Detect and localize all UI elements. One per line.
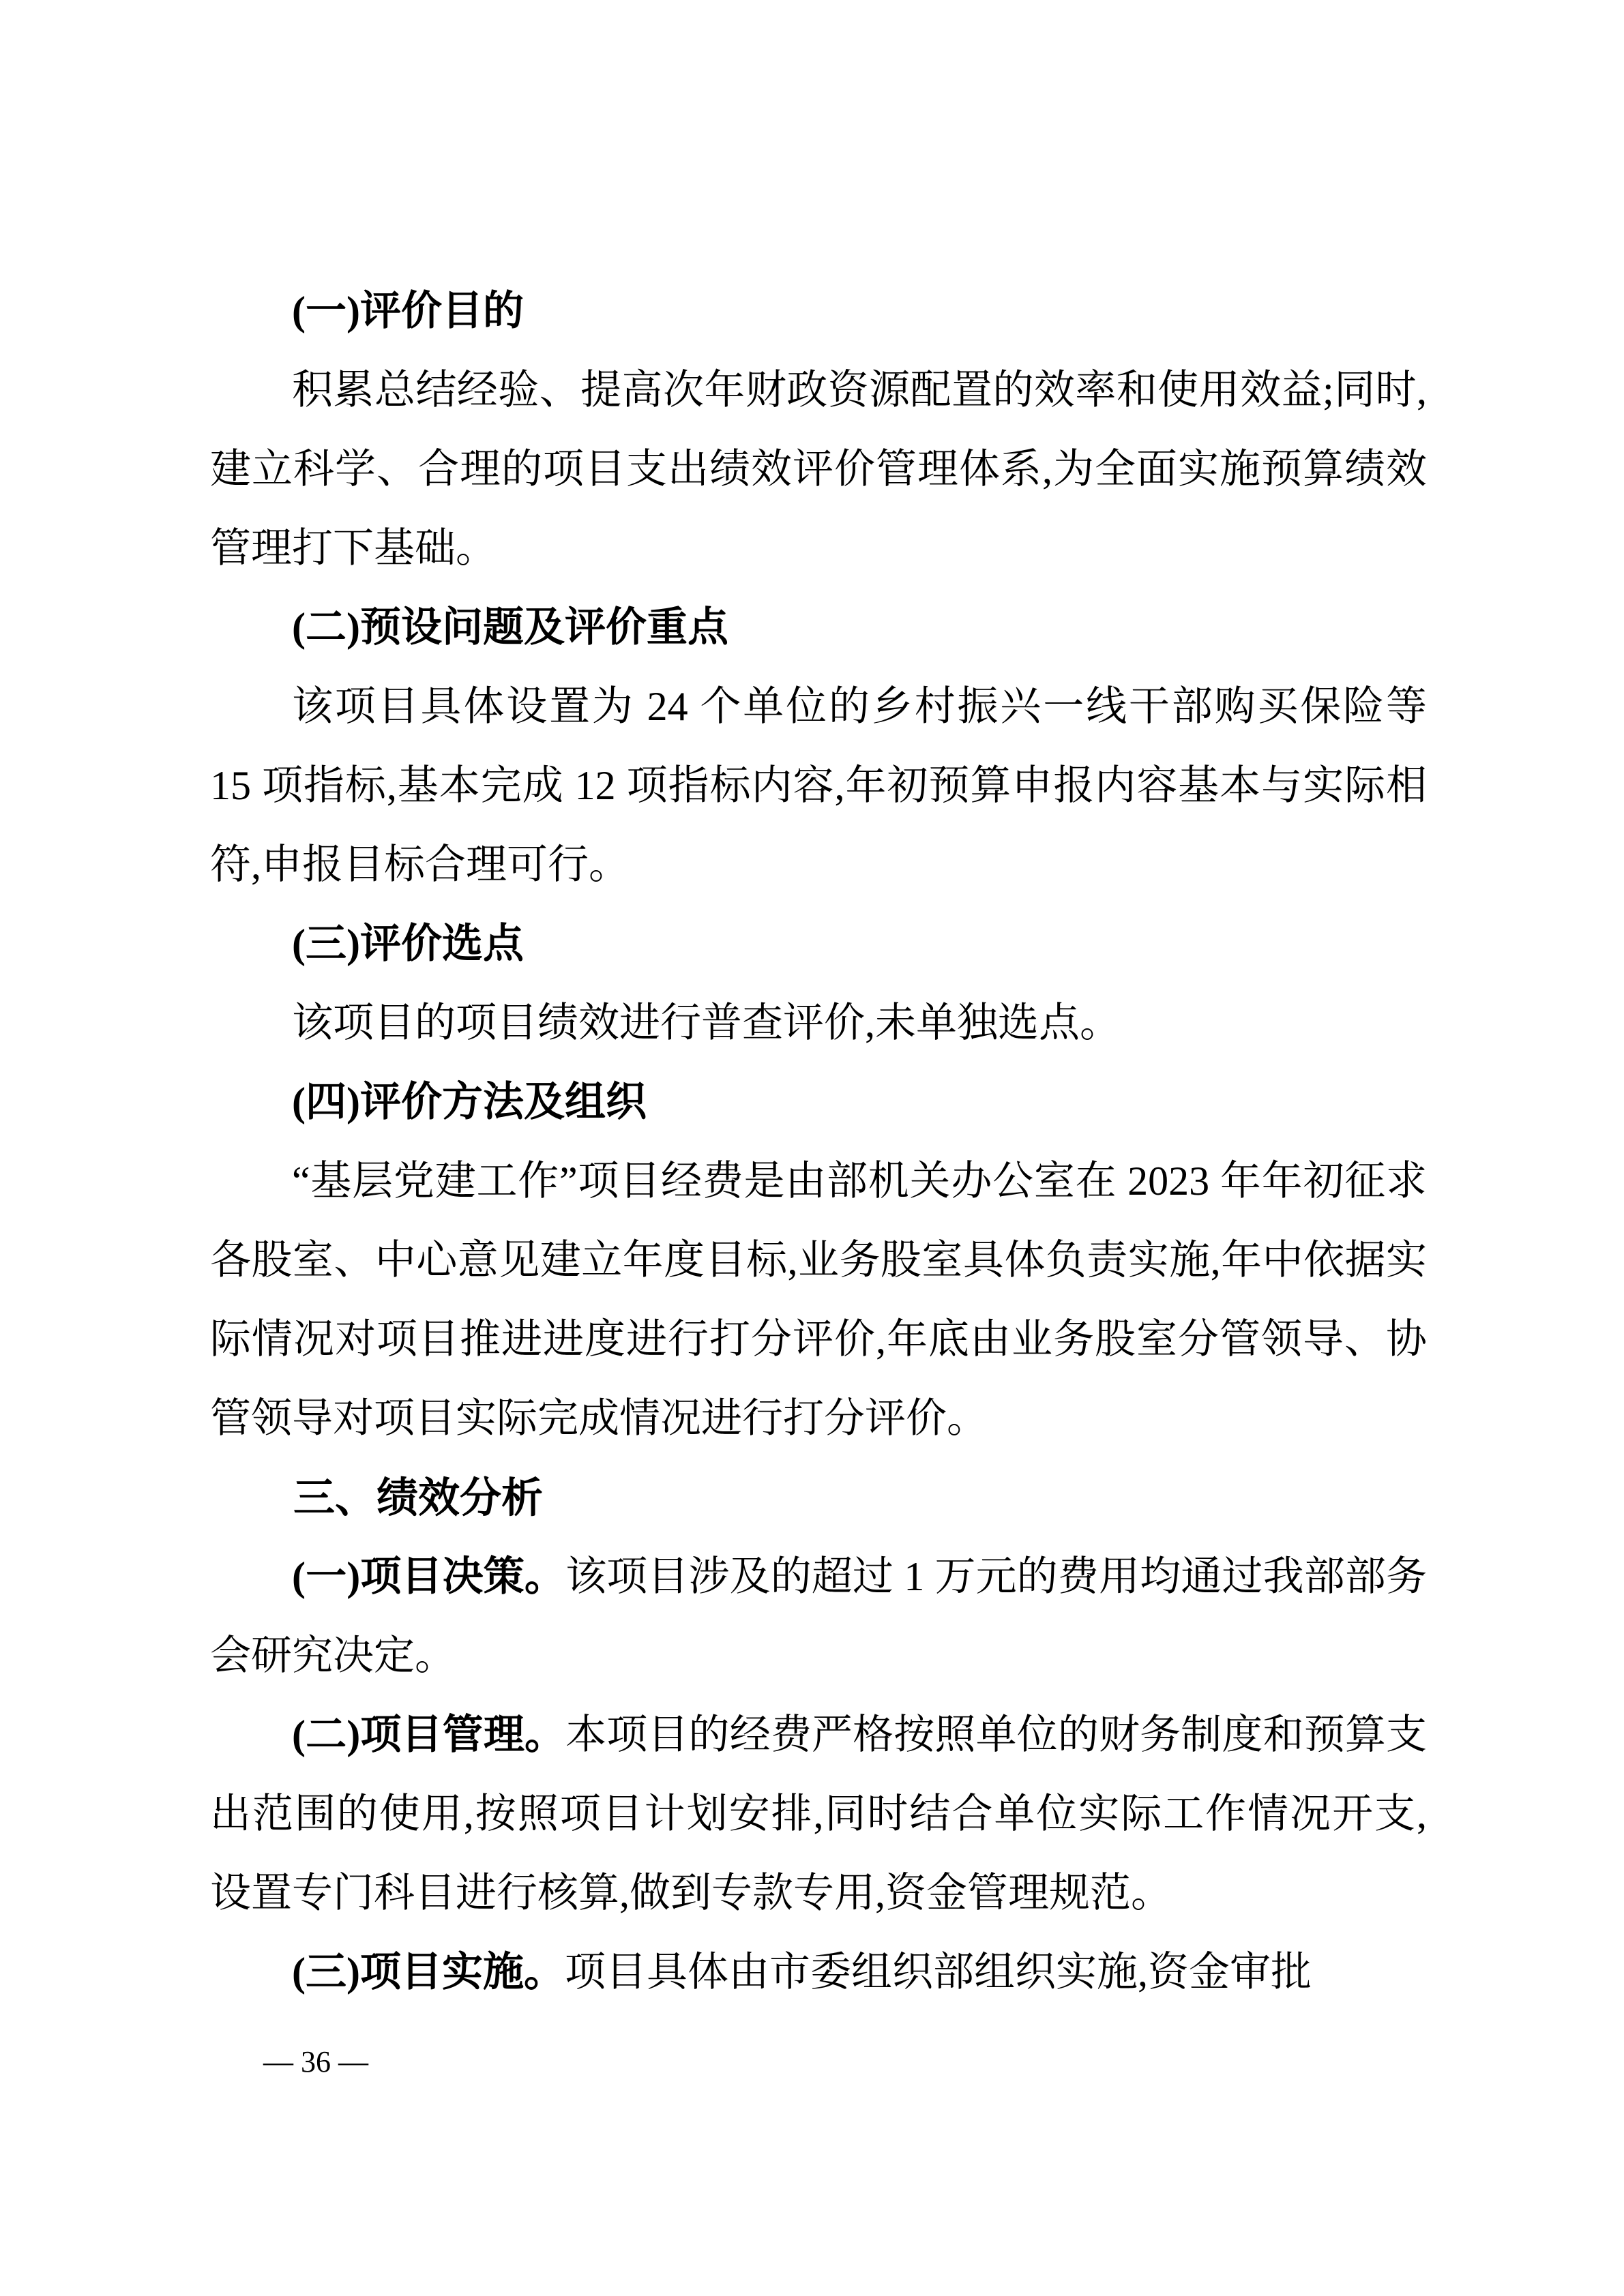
paragraph [210, 1537, 1427, 1695]
paragraph: “基层党建工作”项目经费是由部机关办公室在 2023 年年初征求各股室、中心意见建立年度目标,业务股室具体负责实施,年中依据实际情况对项目推进进度进行打分评价,年底由业务股室分管领导、协管领导对项目实际完成情况进行打分评价。 [210, 1159, 1427, 1441]
paragraph-text: 项目具体由市委组织部组织实施,资金审批 [564, 1950, 1312, 1995]
paragraph-text: 本项目的经费严格按照单位的财务制度和预算支出范围的使用,按照项目计划安排,同时结合单位实际工作情况开支,设置专门科目进行核算,做到专款专用,资金管理规范。 [210, 1712, 1428, 1915]
paragraph-lead-project-decision: (一)项目决策。 [292, 1554, 566, 1599]
sub-heading-evaluation-purpose: (一)评价目的 [292, 288, 524, 333]
paragraph-lead-project-implementation: (三)项目实施。 [292, 1950, 565, 1995]
paragraph: 该项目的项目绩效进行普查评价,未单独选点。 [292, 1000, 1121, 1045]
page-number: — 36 — [263, 2045, 368, 2078]
paragraph [210, 1933, 1427, 2012]
section-heading-performance-analysis: 三、绩效分析 [293, 1474, 544, 1521]
sub-heading-evaluation-site: (三)评价选点 [292, 921, 524, 966]
document-content [210, 271, 1427, 2012]
paragraph-lead-project-management: (二)项目管理。 [292, 1712, 566, 1757]
paragraph: 积累总结经验、提高次年财政资源配置的效率和使用效益;同时,建立科学、合理的项目支出绩效评价管理体系,为全面实施预算绩效管理打下基础。 [210, 368, 1427, 571]
paragraph-text: 该项目涉及的超过 1 万元的费用均通过我部部务会研究决定。 [210, 1554, 1427, 1678]
paragraph: 该项目具体设置为 24 个单位的乡村振兴一线干部购买保险等 15 项指标,基本完成 12 项指标内容,年初预算申报内容基本与实际相符,申报目标合理可行。 [210, 684, 1427, 887]
sub-heading-evaluation-method: (四)评价方法及组织 [292, 1079, 647, 1124]
sub-heading-preset-questions: (二)预设问题及评价重点 [292, 605, 728, 650]
paragraph [210, 1695, 1427, 1933]
